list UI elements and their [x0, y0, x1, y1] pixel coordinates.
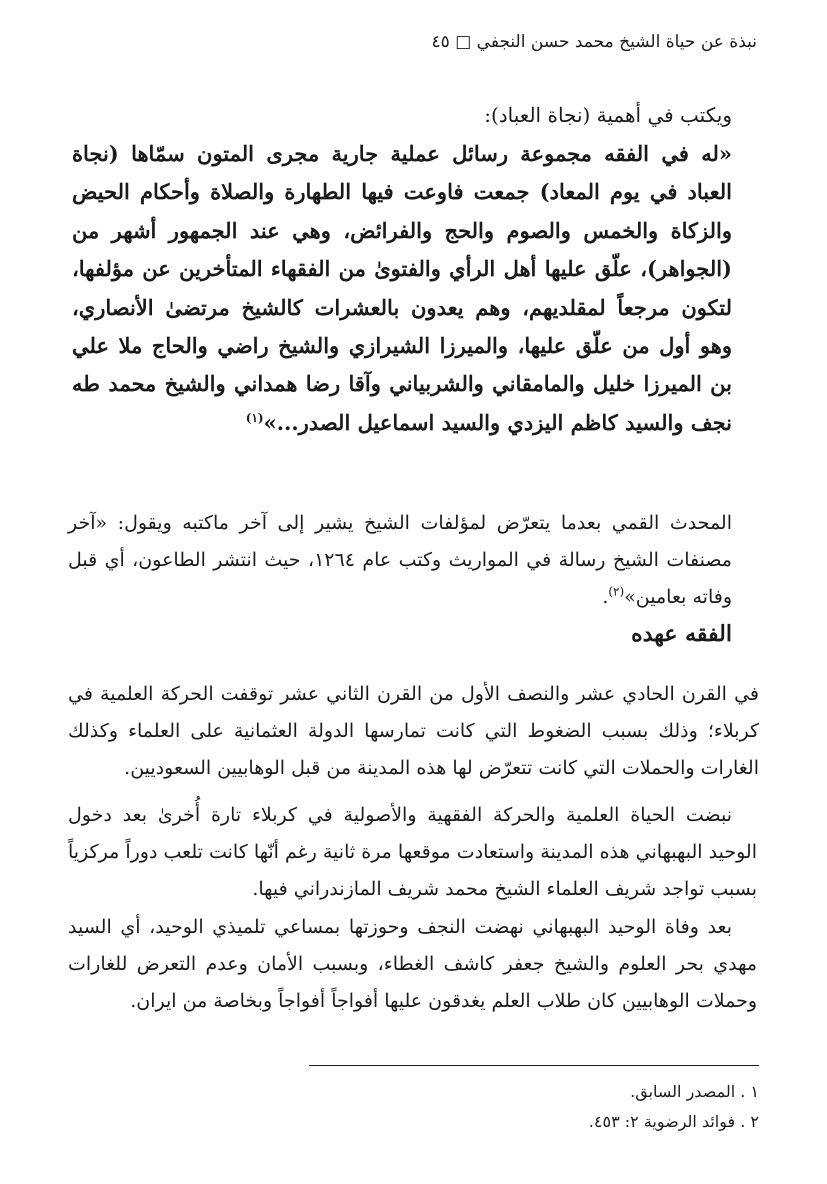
paragraph-3: بعد وفاة الوحيد البهبهاني نهضت النجف وحوزتها بمساعي تلميذي الوحيد، أي السيد مهدي بحر العلوم والشيخ جعفر كاشف الغطاء، وبسبب الأمان وعدم التعرض للغارات وحملات الوهابيين كان طلاب العلم يغدقون عليها أفواجاً أفواجاً وبخاصة من ايران. — [68, 916, 757, 1012]
quote-text: «له في الفقه مجموعة رسائل عملية جارية مجرى المتون سمّاها (نجاة العباد في يوم المعاد) جمعت فاوعت فيها الطهارة والصلاة وأحكام الحيض والزكاة والخمس والصوم والحج والفرائض، وهي عند الجمهور أشهر من (الجواهر)، علّق عليها أهل الرأي والفتوىٰ من الفقهاء المتأخرين عن مؤلفها، لتكون مرجعاً لمقلديهم، وهم يعدون بالعشرات كالشيخ مرتضىٰ الأنصاري، وهو أول من علّق عليها، والميرزا الشيرازي والشيخ راضي والحاج ملا علي بن الميرزا خليل والمامقاني والشربياني وآقا رضا همداني والشيخ محمد طه نجف والسيد كاظم اليزدي والسيد اسماعيل الصدر...» — [72, 141, 732, 435]
block-quote — [72, 135, 732, 442]
paragraph-2: نبضت الحياة العلمية والحركة الفقهية والأصولية في كربلاء تارة أُخرىٰ بعد دخول الوحيد البهبهاني هذه المدينة واستعادت موقعها مرة ثانية رغم أنّها كانت تلعب دوراً مركزياً بسبب تواجد شريف العلماء الشيخ محمد شريف المازندراني فيها. — [68, 804, 757, 900]
running-header: نبذة عن حياة الشيخ محمد حسن النجفي □ ٤٥ — [431, 32, 757, 52]
after-quote-end: . — [602, 586, 609, 608]
after-quote-text: المحدث القمي بعدما يتعرّض لمؤلفات الشيخ يشير إلى آخر ماكتبه ويقول: «آخر مصنفات الشيخ رسالة في المواريث وكتب عام ١٢٦٤، حيث انتشر الطاعون، أي قبل وفاته بعامين» — [68, 512, 732, 608]
footnote-1: ١ . المصدر السابق. — [630, 1082, 759, 1101]
section-heading: الفقه عهده — [631, 621, 732, 647]
footnote-divider — [309, 1065, 759, 1066]
paragraph-1: في القرن الحادي عشر والنصف الأول من القرن الثاني عشر توقفت الحركة العلمية في كربلاء؛ وذلك بسبب الضغوط التي كانت تمارسها الدولة العثمانية على العلماء وكذلك الغارات والحملات التي كانت تتعرّض لها هذه المدينة من قبل الوهابيين السعوديين. — [68, 683, 759, 779]
paragraph-after-quote — [68, 505, 732, 616]
footnote-ref-1: (١) — [245, 410, 264, 425]
footnote-2: ٢ . فوائد الرضوية ٢: ٤٥٣. — [588, 1112, 759, 1131]
footnotes — [68, 1077, 759, 1137]
footnote-ref-2: (٢) — [608, 584, 625, 599]
intro-line: ويكتب في أهمية (نجاة العباد): — [484, 103, 732, 127]
